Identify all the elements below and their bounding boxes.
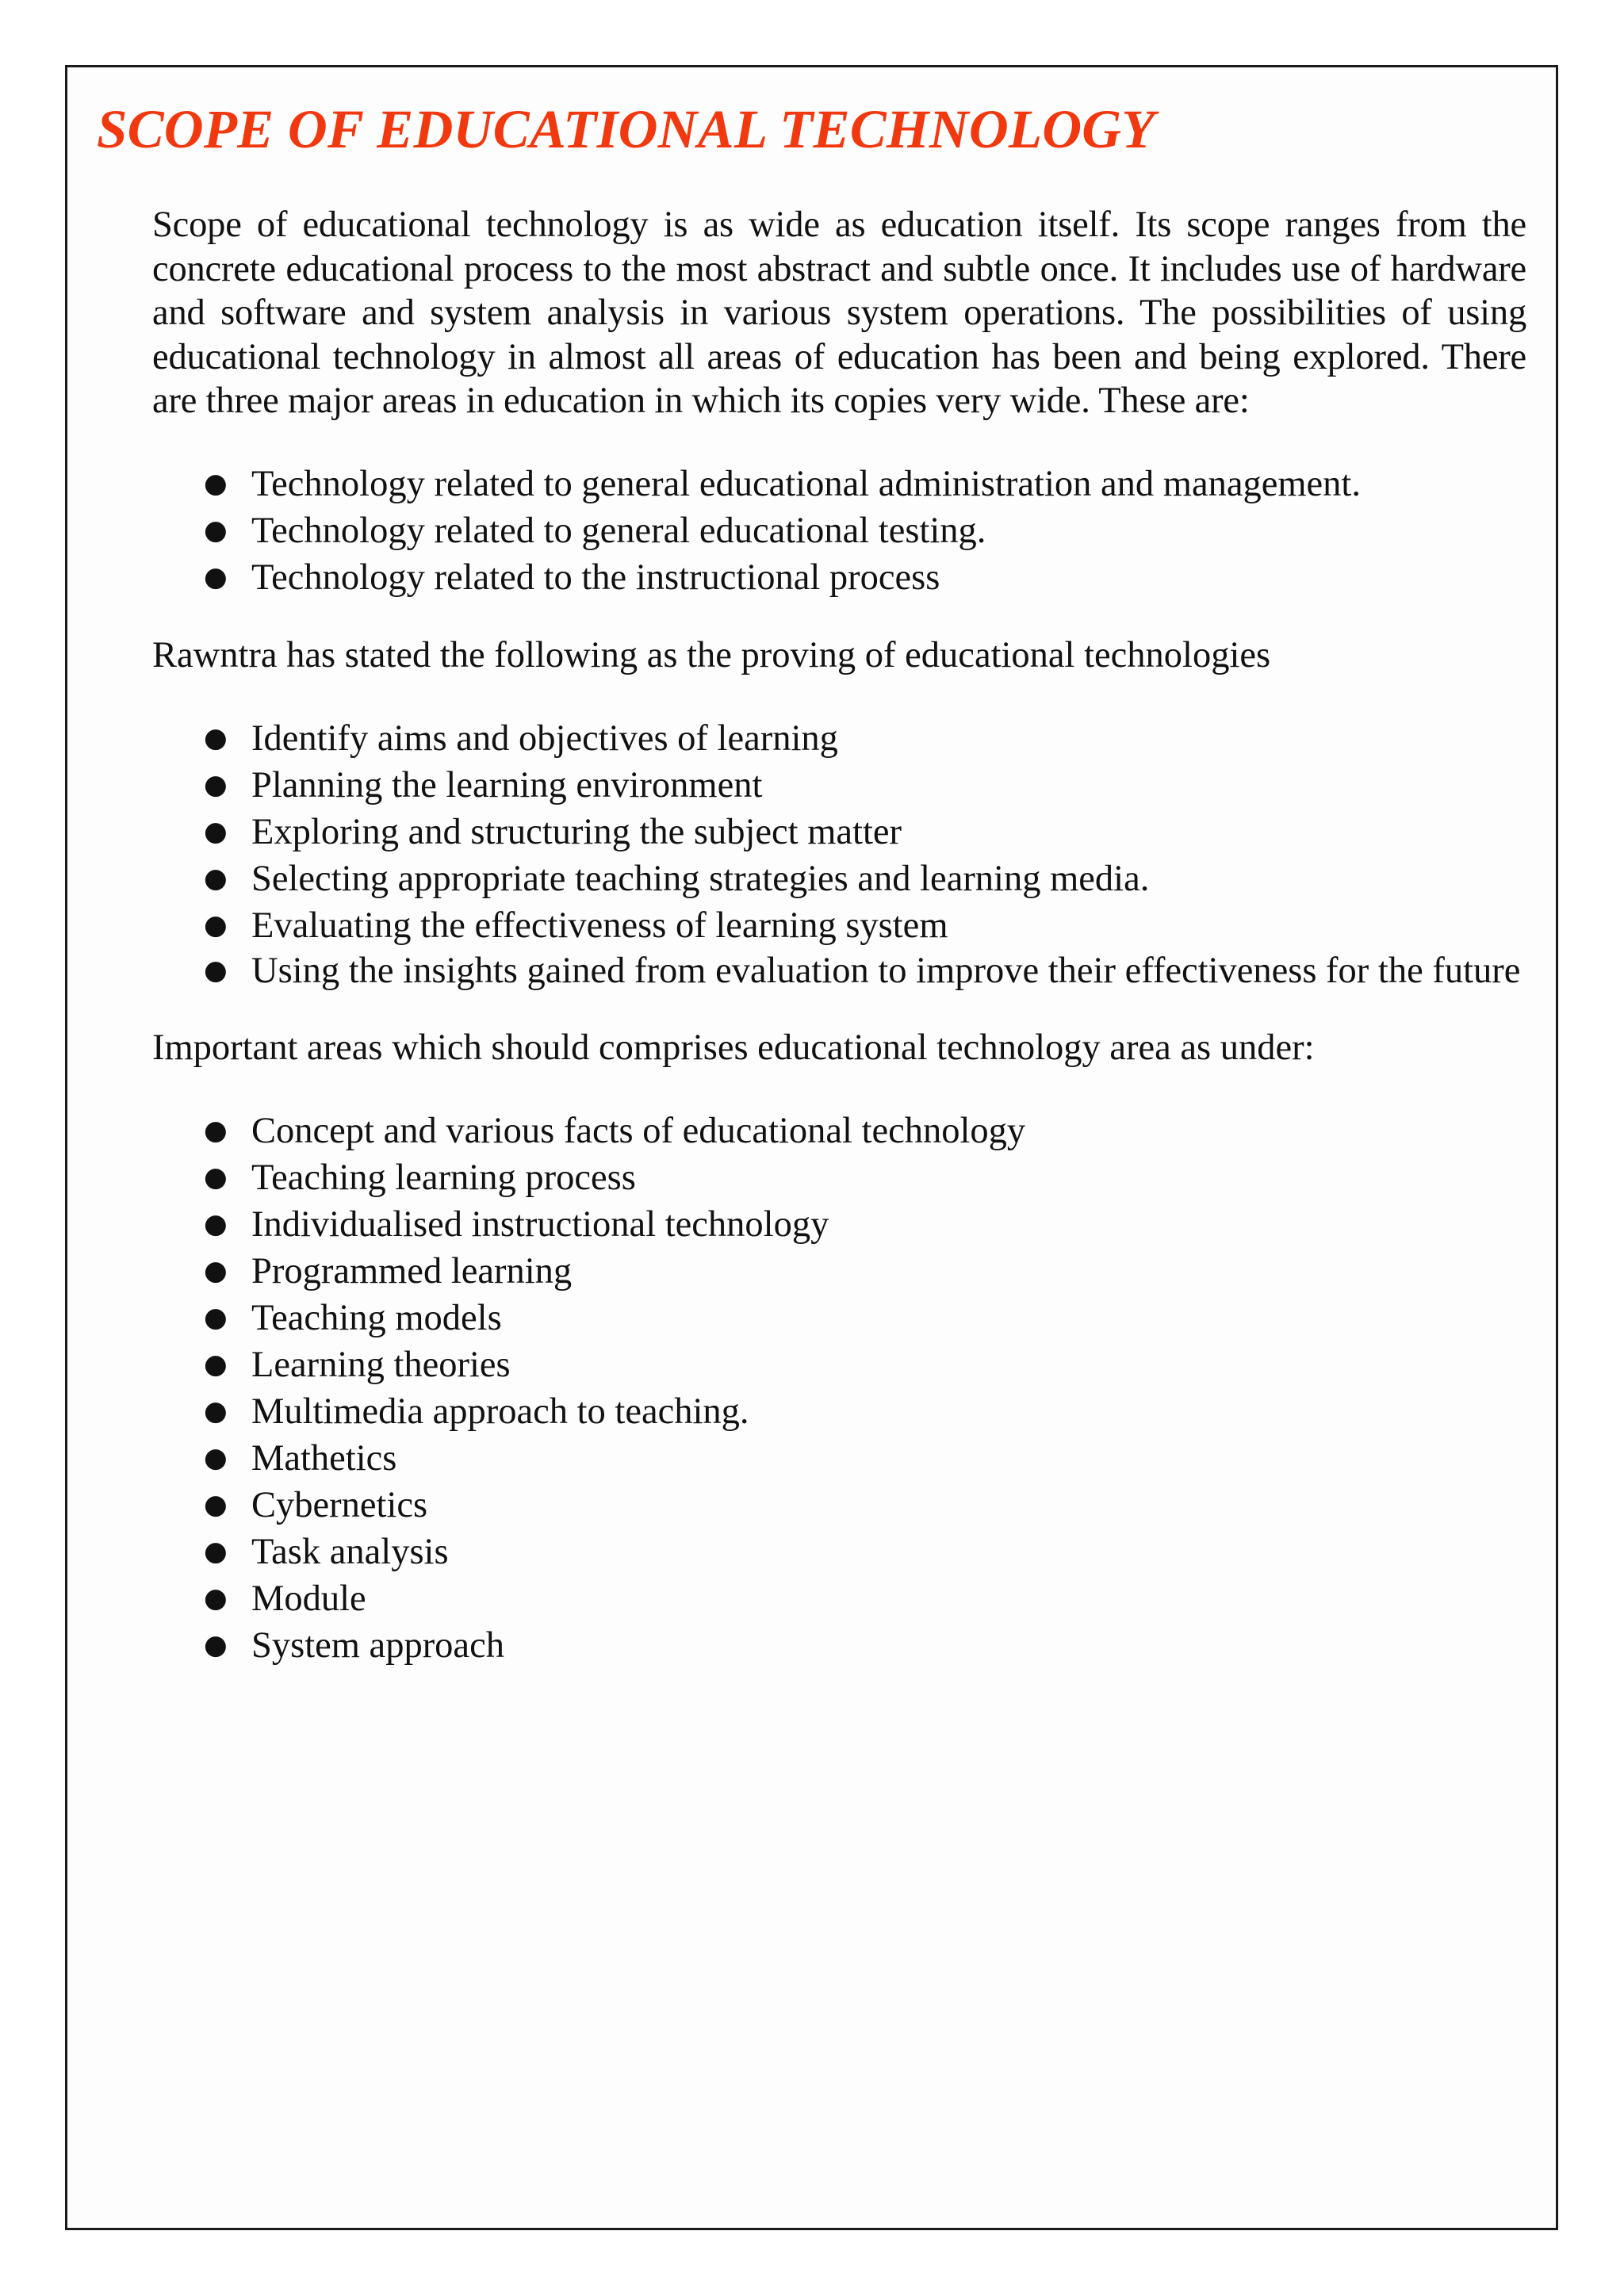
list-item (152, 1341, 1526, 1388)
page-title: SCOPE OF EDUCATIONAL TECHNOLOGY (97, 99, 1155, 159)
list-item (152, 461, 1526, 507)
list-item-text: Exploring and structuring the subject matter (251, 812, 902, 852)
list-item-text: Teaching models (251, 1298, 502, 1338)
list-item-text: Mathetics (251, 1438, 397, 1479)
rawntra-list (152, 715, 1526, 993)
bullet-icon: ● (204, 863, 228, 894)
major-areas-list (152, 461, 1526, 601)
list-item-text: Concept and various facts of educational technology (251, 1111, 1026, 1151)
bullet-icon: ● (204, 955, 228, 986)
intro-paragraph: Scope of educational technology is as wide as education itself. Its scope ranges from the concrete educational process to the most abstract and subtle once. It includes use of hardware and software and system analysis in various system operations. The possibilities of using educational technology in almost all areas of education has been and being explored. There are three major areas in education in which its copies very wide. These are: (152, 205, 1526, 421)
bullet-icon: ● (204, 816, 228, 848)
document-body (152, 203, 1526, 1669)
list-item (152, 855, 1526, 902)
bullet-icon: ● (204, 909, 228, 941)
list-item (152, 1482, 1526, 1529)
list-item (152, 1622, 1526, 1669)
bullet-icon: ● (204, 1629, 228, 1661)
bullet-icon: ● (204, 1489, 228, 1521)
list-item-text: Evaluating the effectiveness of learning system (251, 905, 948, 946)
list-item-text: Cybernetics (251, 1485, 428, 1525)
bullet-icon: ● (204, 1582, 228, 1614)
list-item (152, 949, 1526, 993)
list-item (152, 507, 1526, 554)
list-item (152, 1575, 1526, 1622)
list-item-text: Learning theories (251, 1345, 511, 1385)
list-item (152, 902, 1526, 949)
list-item-text: Programmed learning (251, 1251, 573, 1292)
list-item (152, 1201, 1526, 1248)
list-item (152, 1435, 1526, 1482)
bullet-icon: ● (204, 1161, 228, 1193)
rawntra-intro: Rawntra has stated the following as the proving of educational technologies (152, 634, 1271, 675)
bullet-icon: ● (204, 1302, 228, 1334)
list-item-text: Teaching learning process (251, 1158, 636, 1198)
bullet-icon: ● (204, 1115, 228, 1146)
list-item-text: Using the insights gained from evaluation to improve their effectiveness for the future (251, 951, 1521, 991)
list-item (152, 554, 1526, 601)
bullet-icon: ● (204, 1349, 228, 1380)
list-item-text: System approach (251, 1625, 504, 1666)
list-item (152, 762, 1526, 809)
list-item (152, 1154, 1526, 1201)
bullet-icon: ● (204, 1536, 228, 1567)
important-areas-list (152, 1108, 1526, 1669)
list-item-text: Multimedia approach to teaching. (251, 1391, 749, 1432)
important-areas-intro: Important areas which should comprises educational technology area as under: (152, 1027, 1315, 1068)
bullet-icon: ● (204, 514, 228, 546)
list-item (152, 1388, 1526, 1435)
list-item (152, 715, 1526, 762)
list-item-text: Technology related to the instructional process (251, 557, 940, 598)
list-item-text: Planning the learning environment (251, 765, 763, 806)
list-item-text: Identify aims and objectives of learning (251, 718, 838, 759)
bullet-icon: ● (204, 467, 228, 499)
bullet-icon: ● (204, 1255, 228, 1287)
bullet-icon: ● (204, 561, 228, 593)
list-item-text: Selecting appropriate teaching strategies and learning media. (251, 859, 1150, 899)
list-item-text: Task analysis (251, 1532, 449, 1572)
list-item-text: Technology related to general educational testing. (251, 510, 986, 551)
bullet-icon: ● (204, 722, 228, 754)
list-item-text: Technology related to general educational administration and management. (251, 463, 1361, 504)
list-item-text: Module (251, 1578, 366, 1619)
list-item (152, 809, 1526, 855)
list-item (152, 1248, 1526, 1295)
list-item-text: Individualised instructional technology (251, 1204, 829, 1245)
bullet-icon: ● (204, 769, 228, 801)
list-item (152, 1295, 1526, 1341)
list-item (152, 1108, 1526, 1154)
bullet-icon: ● (204, 1395, 228, 1427)
list-item (152, 1529, 1526, 1575)
bullet-icon: ● (204, 1442, 228, 1474)
bullet-icon: ● (204, 1208, 228, 1240)
